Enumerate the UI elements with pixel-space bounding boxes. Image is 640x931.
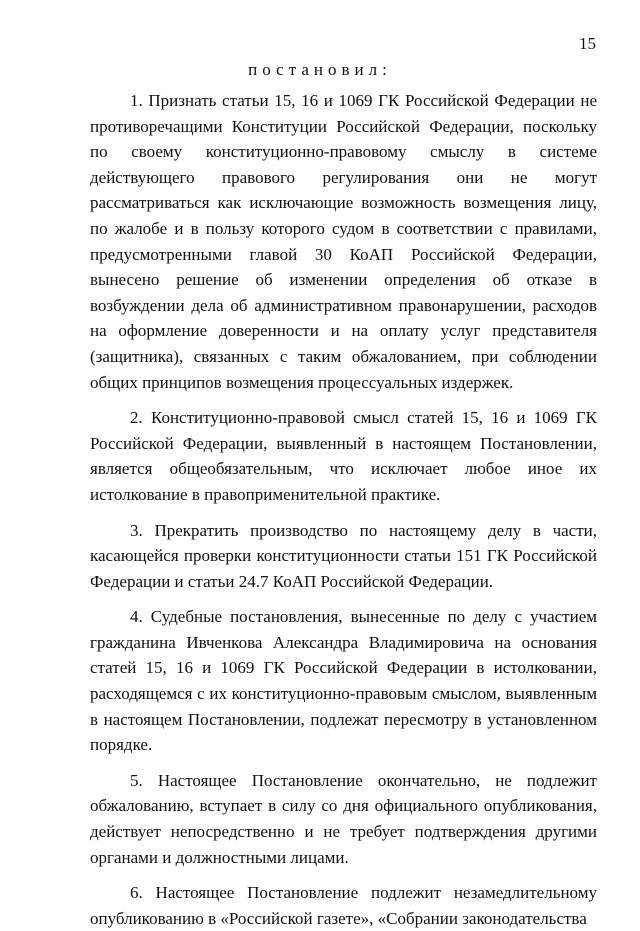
paragraph-1: 1. Признать статьи 15, 16 и 1069 ГК Российской Федерации не противоречащими Конституции Российской Федерации, поскольку по своему конституционно-правовому смыслу в системе действующего правового регулирования они не могут рассматриваться как исключающие возможность возмещения лицу, по жалобе и в пользу которого судом в соответствии с правилами, предусмотренными главой 30 КоАП Российской Федерации, вынесено решение об изменении определения об отказе в возбуждении дела об административном правонарушении, расходов на оформление доверенности и на оплату услуг представителя (защитника), связанных с таким обжалованием, при соблюдении общих принципов возмещения процессуальных издержек.: [90, 91, 597, 392]
paragraph-2: 2. Конституционно-правовой смысл статей 15, 16 и 1069 ГК Российской Федерации, выявленный в настоящем Постановлении, является общеобязательным, что исключает любое иное их истолкование в правоприменительной практике.: [90, 408, 597, 504]
paragraph-4: 4. Судебные постановления, вынесенные по делу с участием гражданина Ивченкова Александра Владимировича на основания статей 15, 16 и 1069 ГК Российской Федерации в истолковании, расходящемся с их конституционно-правовым смыслом, выявленным в настоящем Постановлении, подлежат пересмотру в установленном порядке.: [90, 607, 597, 755]
page-number: 15: [579, 34, 596, 53]
paragraph-3: 3. Прекратить производство по настоящему делу в части, касающейся проверки конституционности статьи 151 ГК Российской Федерации и статьи 24.7 КоАП Российской Федерации.: [90, 520, 597, 591]
document-body: [90, 88, 597, 931]
paragraph-6: 6. Настоящее Постановление подлежит незамедлительному опубликованию в «Российской газете», «Собрании законодательства: [90, 883, 597, 928]
resolution-heading: постановил:: [248, 60, 392, 79]
paragraph-5: 5. Настоящее Постановление окончательно, не подлежит обжалованию, вступает в силу со дня официального опубликования, действует непосредственно и не требует подтверждения другими органами и должностными лицами.: [90, 770, 597, 867]
